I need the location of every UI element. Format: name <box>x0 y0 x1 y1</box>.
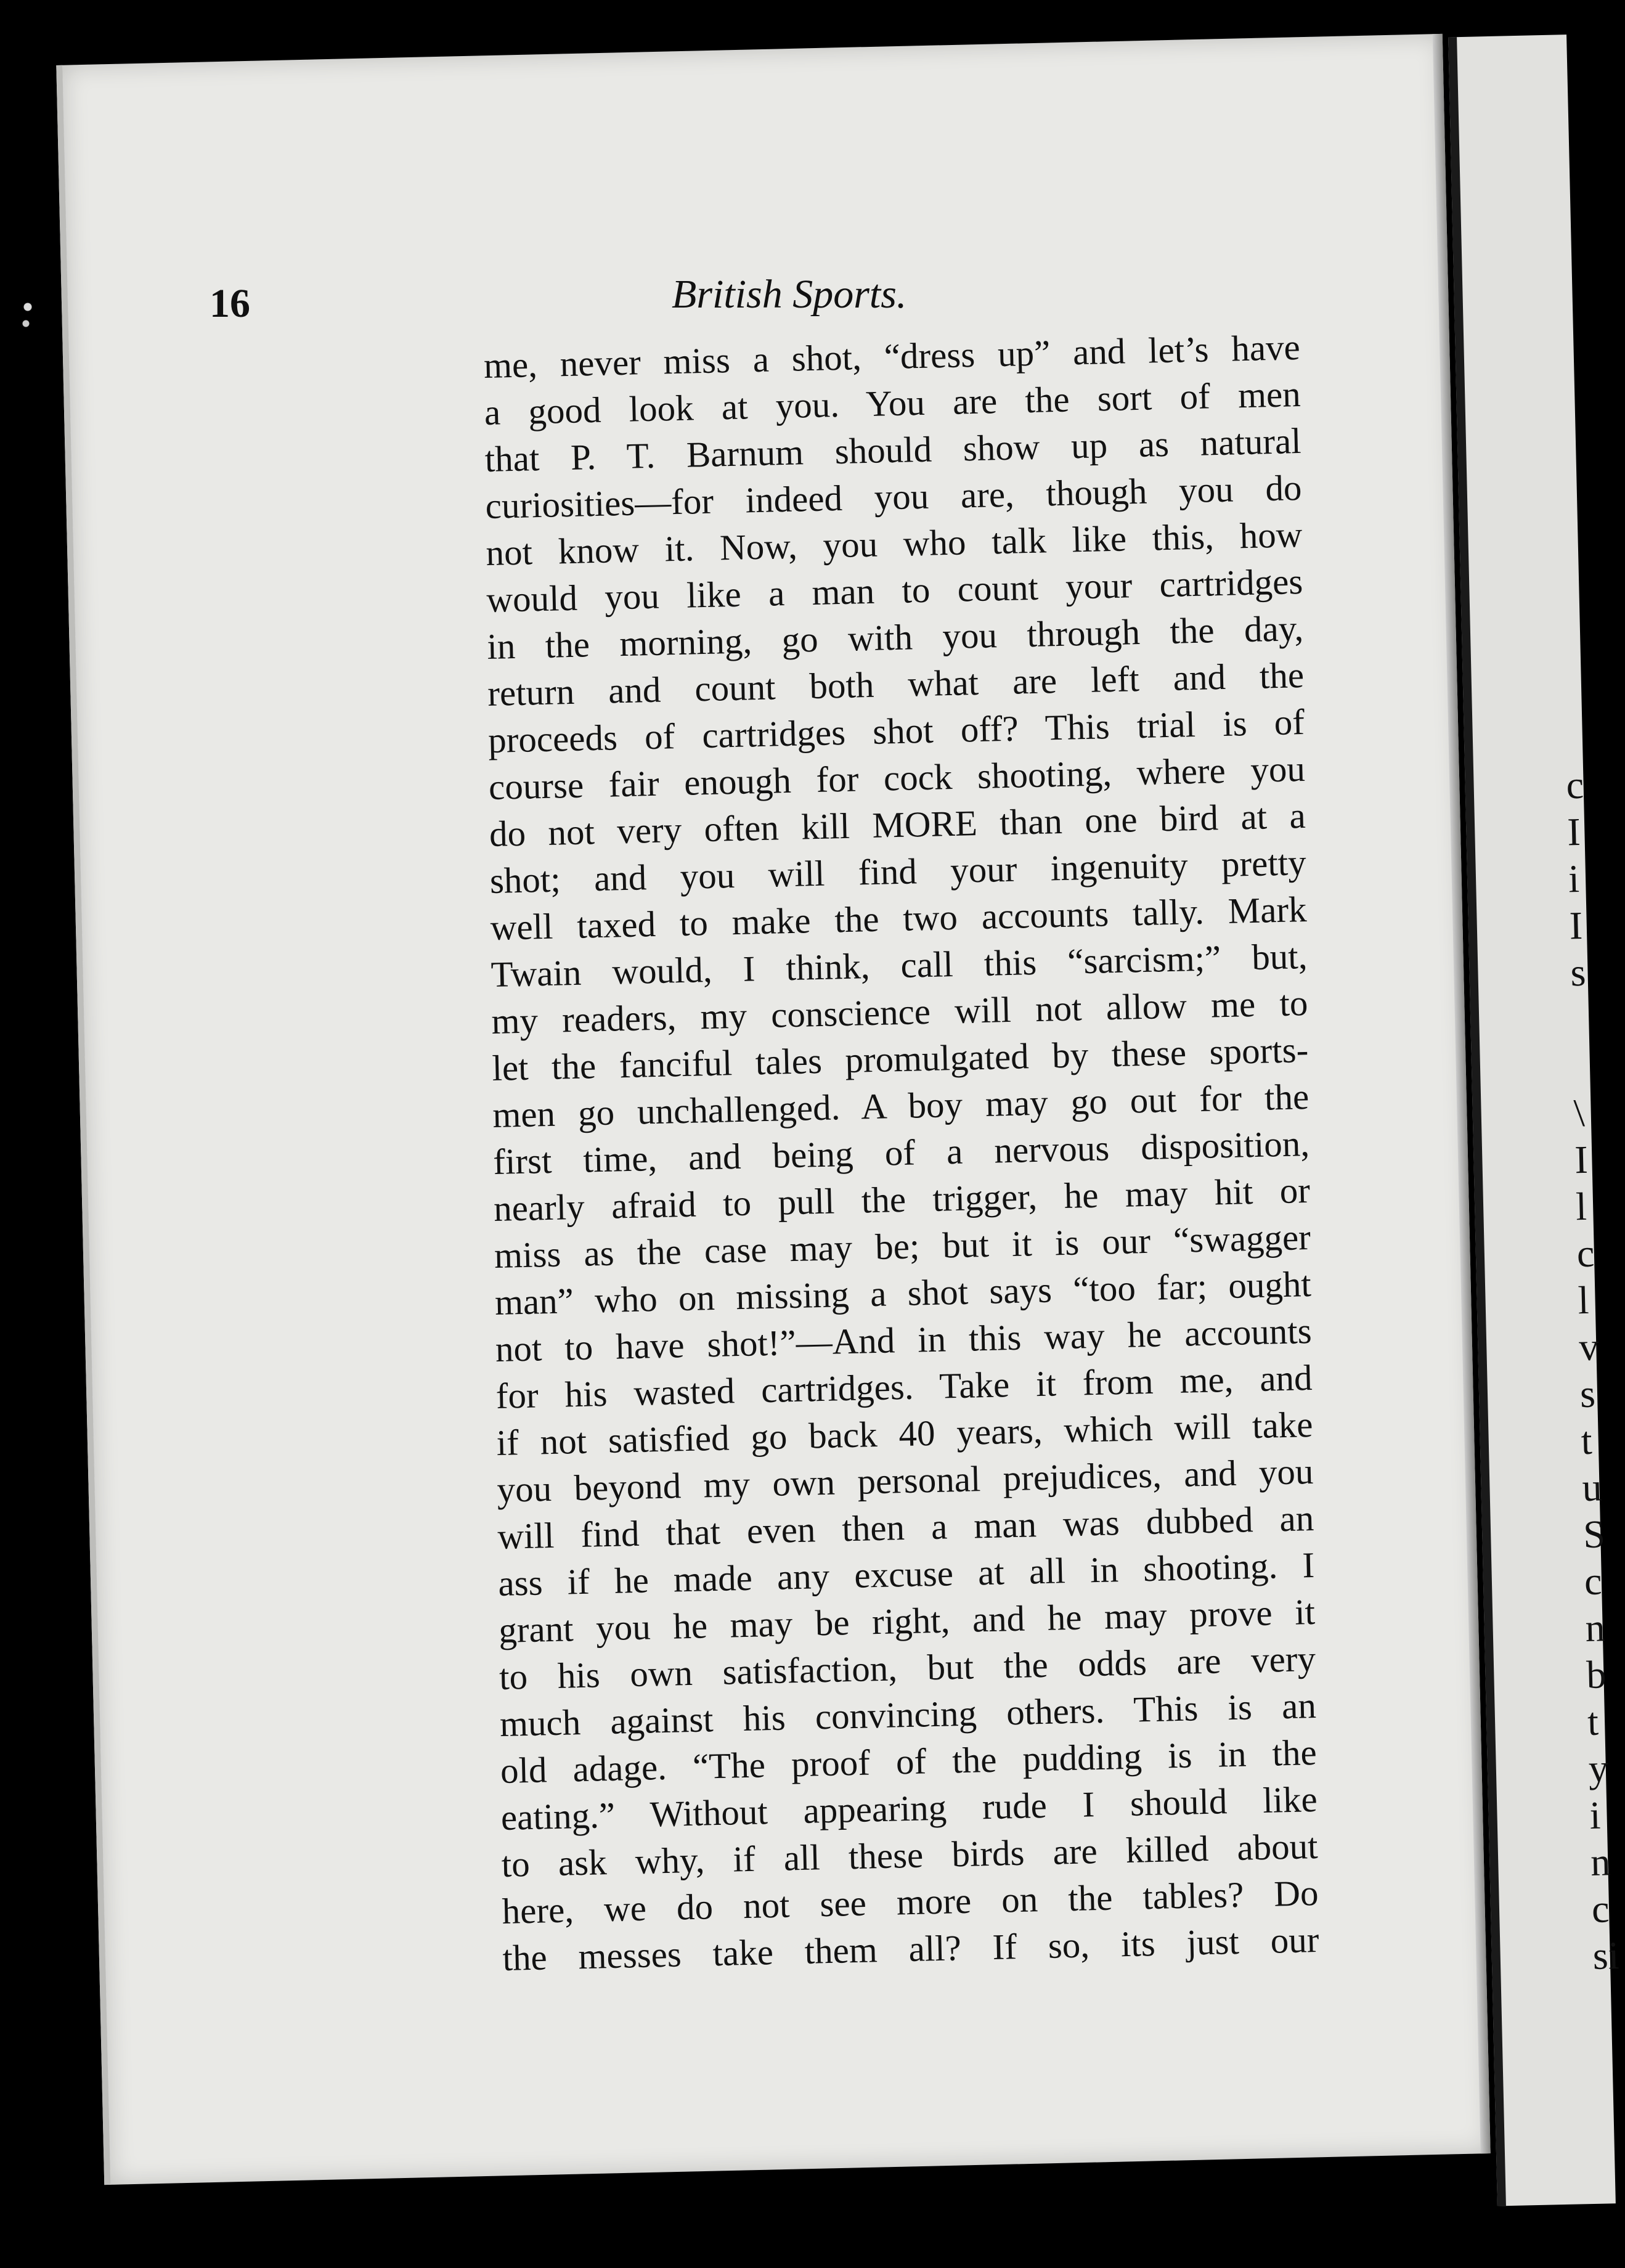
text-line: course fair enough for cock shooting, where you <box>488 748 1306 807</box>
text-line: first time, and being of a nervous disposition, <box>492 1122 1310 1182</box>
text-line: shot; and you will find your ingenuity pretty <box>489 841 1307 901</box>
text-line: nearly afraid to pull the trigger, he may hit or <box>493 1169 1311 1229</box>
text-line: much against his convincing others. This is an <box>499 1684 1317 1744</box>
text-line: me, never miss a shot, “dress up” and let’s have <box>483 326 1301 386</box>
text-line: men go unchallenged. A boy may go out for the <box>492 1075 1309 1135</box>
text-line: let the fanciful tales promulgated by these sports- <box>491 1029 1309 1088</box>
text-line: for his wasted cartridges. Take it from me, and <box>495 1356 1313 1416</box>
text-line: in the morning, go with you through the day, <box>486 607 1304 667</box>
text-line: to his own satisfaction, but the odds are very <box>499 1638 1316 1697</box>
text-line: if not satisfied go back 40 years, which will take <box>495 1403 1314 1463</box>
text-line: do not very often kill MORE than one bird at a <box>489 794 1306 854</box>
text-line: you beyond my own personal prejudices, and you <box>496 1450 1314 1510</box>
text-line: would you like a man to count your cartridges <box>486 560 1303 620</box>
text-line: not know it. Now, you who talk like this, how <box>485 513 1303 573</box>
text-line: eating.” Without appearing rude I should like <box>500 1778 1318 1838</box>
text-line: will find that even then a man was dubbed an <box>497 1497 1314 1557</box>
text-line: man” who on missing a shot says “too far; ought <box>494 1263 1312 1323</box>
text-line: that P. T. Barnum should show up as natural <box>484 420 1302 479</box>
text-line: Twain would, I think, call this “sarcism;” but, <box>490 935 1308 995</box>
text-line: miss as the case may be; but it is our “swagger <box>494 1216 1311 1276</box>
text-line: ass if he made any excuse at all in shooting. I <box>497 1544 1315 1604</box>
text-line: my readers, my conscience will not allow me to <box>491 982 1309 1042</box>
body-text <box>483 326 1320 1981</box>
page-number: 16 <box>210 281 250 326</box>
text-line: curiosities—for indeed you are, though you do <box>484 467 1303 526</box>
film-speck <box>18 296 37 333</box>
running-head: British Sports. <box>672 272 907 317</box>
text-line: not to have shot!”—And in this way he accounts <box>495 1310 1313 1369</box>
text-line: return and count both what are left and the <box>487 654 1305 714</box>
next-page-edge-letters: c I i I s \ I l c l v s t u S c n b t y i n c si <box>1565 762 1620 1978</box>
text-line: a good look at you. You are the sort of men <box>484 373 1301 433</box>
text-line: the messes take them all? If so, its just our <box>502 1919 1320 1978</box>
text-line: here, we do not see more on the tables? Do <box>501 1872 1319 1931</box>
text-line: grant you he may be right, and he may prove it <box>498 1591 1316 1650</box>
text-line: proceeds of cartridges shot off? This trial is of <box>487 701 1305 761</box>
text-line: to ask why, if all these birds are killed about <box>501 1825 1319 1885</box>
text-line: old adage. “The proof of the pudding is in the <box>500 1731 1318 1791</box>
text-line: well taxed to make the two accounts tally. Mark <box>490 888 1308 948</box>
